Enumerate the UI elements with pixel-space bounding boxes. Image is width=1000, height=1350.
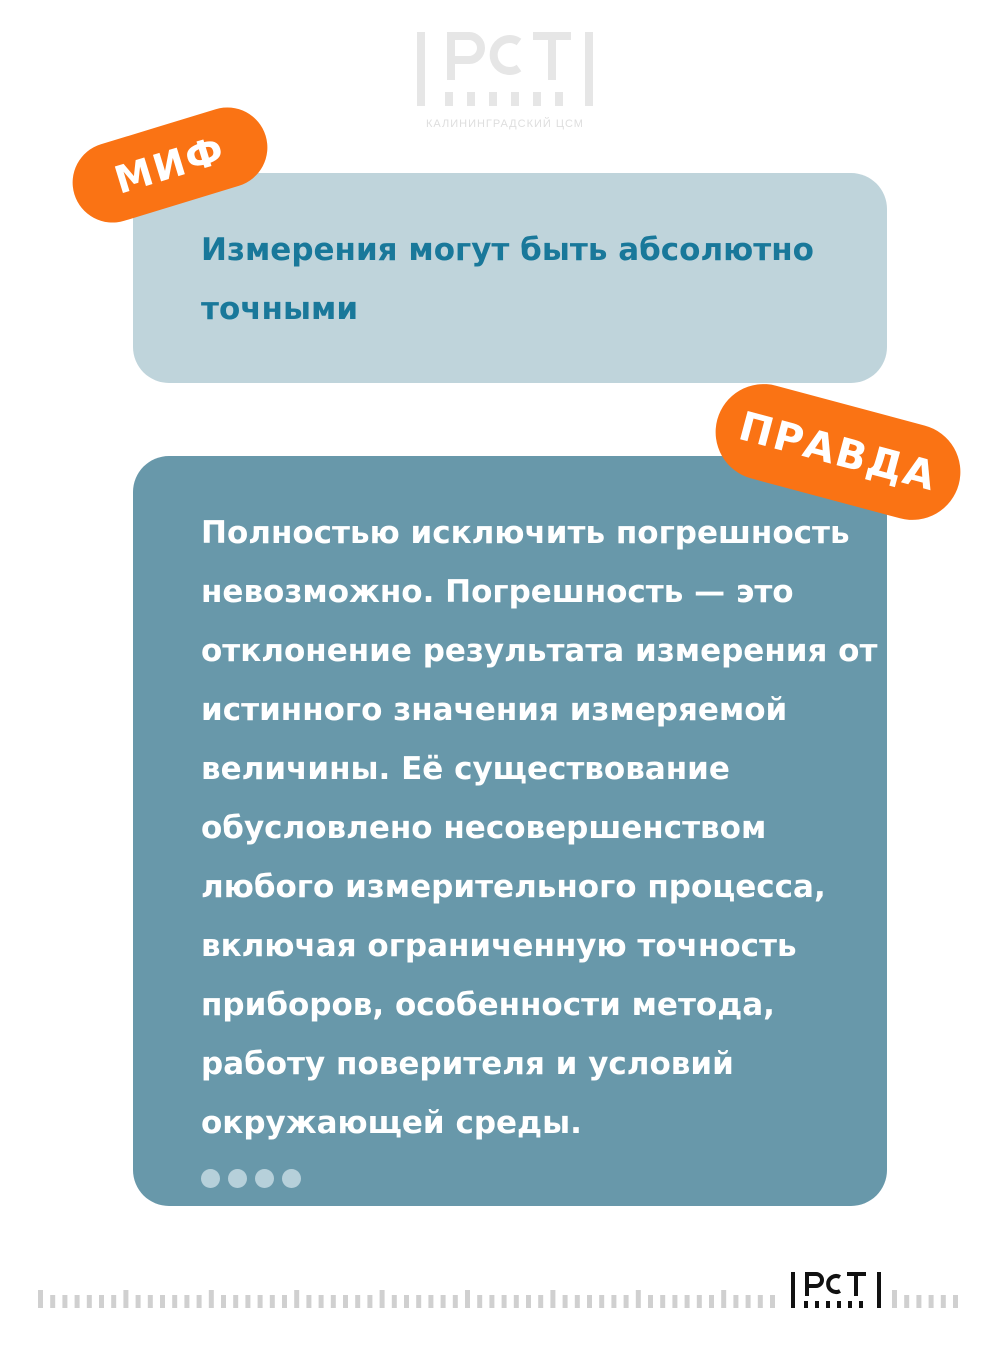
myth-statement: Измерения могут быть абсолютно точными: [201, 232, 814, 327]
truth-statement: Полностью исключить погрешность невозможно. Погрешность — это отклонение результата измерения от истинного значения измеряемой величины. Её существование обусловлено несовершенством любого измерительного процесса, включая ограниченную точность приборов, особенности метода, работу поверителя и условий окружающей среды.: [201, 515, 878, 1141]
myth-card: [133, 173, 887, 383]
ruler-ticks-icon: [0, 1270, 1000, 1320]
truth-card: [133, 456, 887, 1206]
pagination-dots: [201, 1169, 301, 1188]
logo-caption: КАЛИНИНГРАДСКИЙ ЦСМ: [426, 118, 584, 130]
logo-top: [405, 28, 605, 138]
pagination-dot: [282, 1169, 301, 1188]
rst-logo-icon: [405, 28, 605, 118]
pagination-dot: [201, 1169, 220, 1188]
pagination-dot: [255, 1169, 274, 1188]
myth-tag: МИФ: [63, 98, 278, 233]
ruler-decoration: [0, 1270, 1000, 1320]
pagination-dot: [228, 1169, 247, 1188]
rst-logo-small-icon: [793, 1272, 879, 1308]
truth-tag: ПРАВДА: [705, 373, 971, 530]
